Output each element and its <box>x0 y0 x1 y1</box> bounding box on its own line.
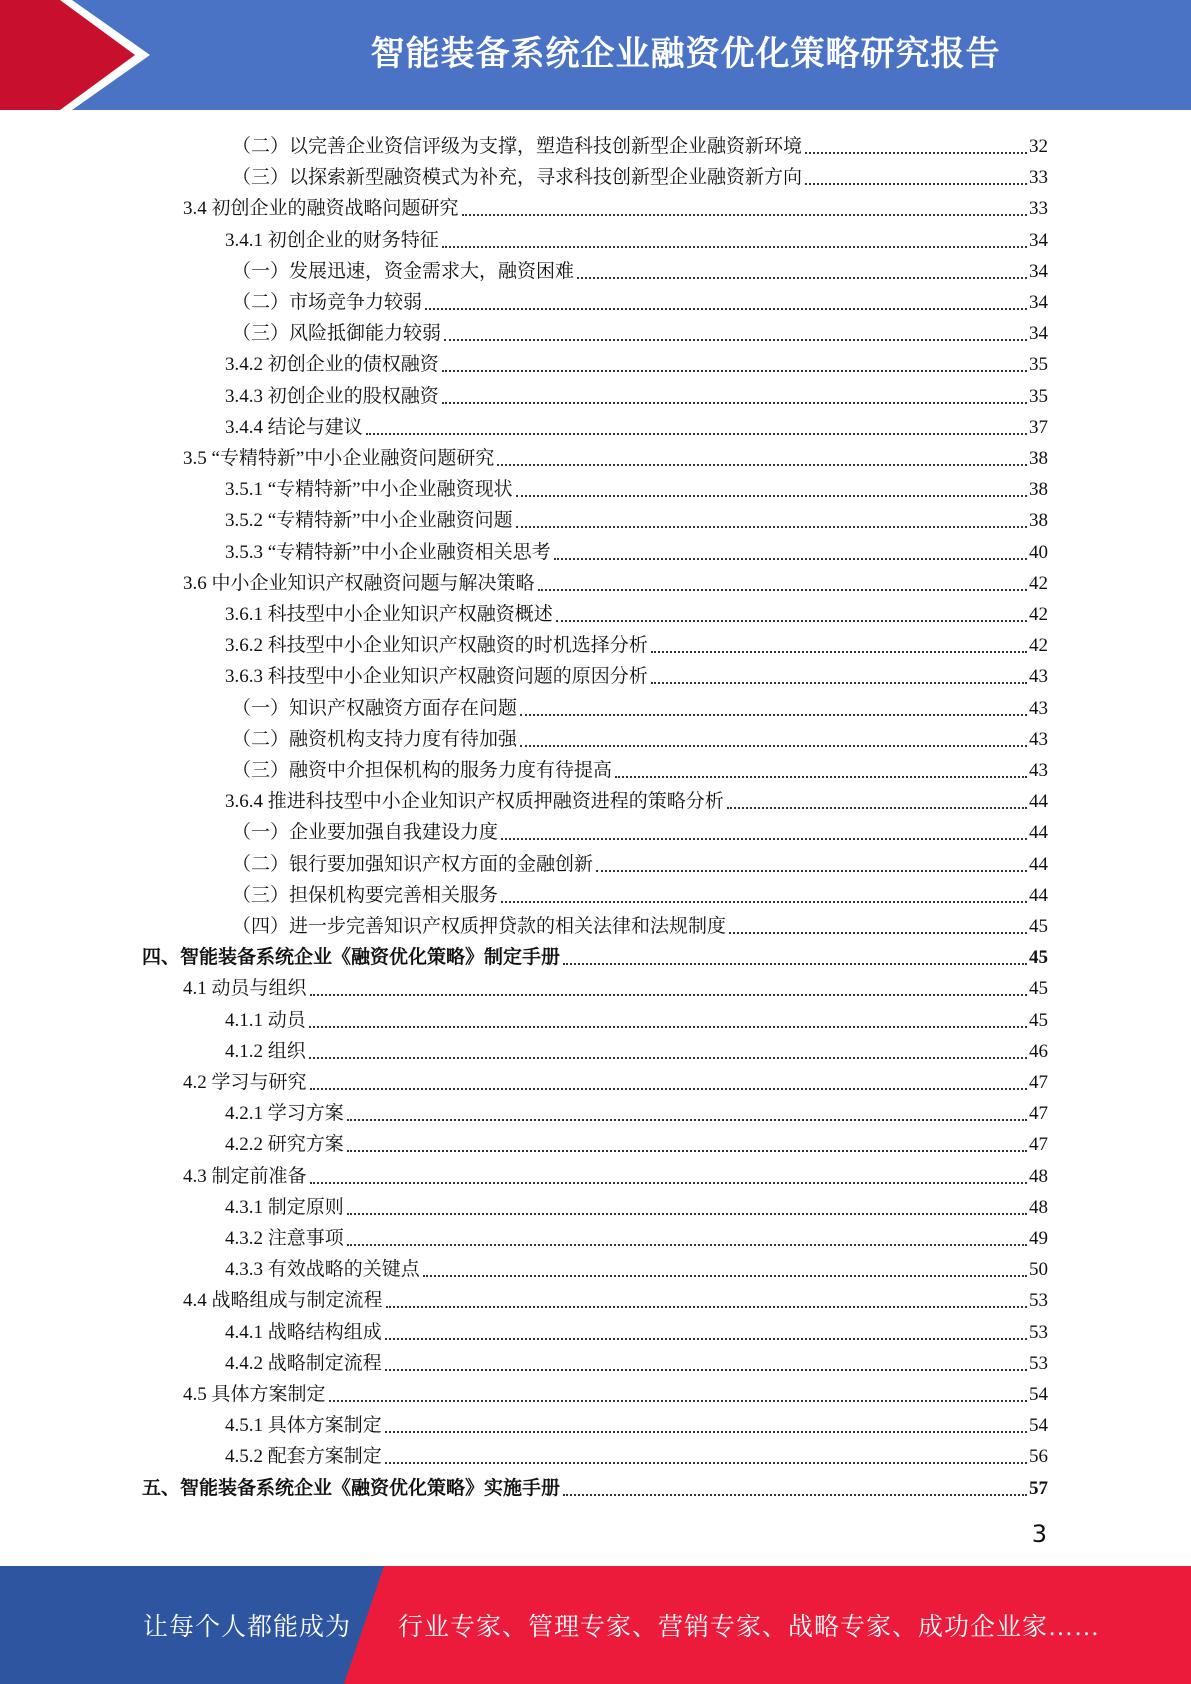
toc-entry-label: 3.5.3 “专精特新”中小企业融资相关思考 <box>225 541 551 563</box>
toc-entry-page: 42 <box>1029 635 1048 657</box>
toc-entry-page: 42 <box>1029 604 1048 625</box>
toc-entry[interactable] <box>232 877 1048 908</box>
toc-entry-page: 40 <box>1029 541 1048 563</box>
toc-leader-dots <box>462 214 1027 216</box>
toc-entry[interactable] <box>225 1407 1048 1438</box>
toc-entry-label: 4.4 战略组成与制定流程 <box>183 1290 383 1312</box>
toc-entry-label: 4.3 制定前准备 <box>183 1165 307 1187</box>
toc-entry[interactable] <box>225 502 1048 533</box>
toc-entry-page: 43 <box>1029 697 1048 719</box>
toc-entry[interactable] <box>232 159 1048 190</box>
toc-leader-dots <box>651 651 1027 653</box>
toc-entry-label: 3.6.1 科技型中小企业知识产权融资概述 <box>225 604 553 625</box>
toc-leader-dots <box>501 901 1027 903</box>
toc-leader-dots <box>596 870 1027 872</box>
toc-entry-page: 47 <box>1029 1134 1048 1156</box>
toc-entry[interactable] <box>225 1251 1048 1282</box>
toc-entry-page: 47 <box>1029 1103 1048 1125</box>
toc-entry-label: 四、智能装备系统企业《融资优化策略》制定手册 <box>142 947 561 969</box>
toc-entry-label: 4.5.2 配套方案制定 <box>225 1446 382 1468</box>
toc-entry-label: 4.2.1 学习方案 <box>225 1103 344 1125</box>
toc-entry-page: 48 <box>1029 1165 1048 1187</box>
toc-entry-label: 4.4.2 战略制定流程 <box>225 1352 382 1374</box>
toc-entry[interactable] <box>225 1438 1048 1469</box>
toc-entry[interactable] <box>232 846 1048 877</box>
toc-entry[interactable] <box>183 1064 1048 1095</box>
toc-entry-page: 53 <box>1029 1352 1048 1374</box>
footer-slogan-left: 让每个人都能成为 <box>143 1614 352 1641</box>
toc-entry-page: 34 <box>1029 292 1048 313</box>
toc-entry-label: （三）担保机构要完善相关服务 <box>232 884 499 906</box>
toc-entry-page: 57 <box>1029 1477 1048 1499</box>
toc-entry-label: （二）银行要加强知识产权方面的金融创新 <box>232 853 594 875</box>
toc-entry-page: 56 <box>1029 1446 1048 1468</box>
toc-entry-page: 38 <box>1029 479 1048 501</box>
toc-leader-dots <box>442 246 1027 248</box>
toc-entry-page: 54 <box>1029 1415 1048 1437</box>
toc-entry-label: 五、智能装备系统企业《融资优化策略》实施手册 <box>142 1477 561 1499</box>
toc-entry-page: 50 <box>1029 1259 1048 1281</box>
toc-entry-label: 3.4.3 初创企业的股权融资 <box>225 385 439 407</box>
toc-entry[interactable] <box>232 908 1048 939</box>
toc-entry-label: 3.4.1 初创企业的财务特征 <box>225 229 439 251</box>
toc-entry[interactable] <box>225 378 1048 409</box>
toc-leader-dots <box>727 807 1027 809</box>
toc-entry-label: 4.1.2 组织 <box>225 1040 306 1062</box>
toc-entry-page: 38 <box>1029 510 1048 532</box>
toc-leader-dots <box>386 1306 1027 1308</box>
toc-entry[interactable] <box>225 596 1048 627</box>
toc-entry-label: 4.5.1 具体方案制定 <box>225 1415 382 1437</box>
toc-entry[interactable] <box>225 1095 1048 1126</box>
toc-entry[interactable] <box>232 253 1048 284</box>
toc-entry-label: 4.5 具体方案制定 <box>183 1384 326 1405</box>
toc-leader-dots <box>563 1494 1027 1496</box>
toc-leader-dots <box>423 1275 1027 1277</box>
toc-entry-label: 4.2 学习与研究 <box>183 1072 307 1093</box>
toc-entry-label: 4.1 动员与组织 <box>183 978 307 1000</box>
toc-entry-page: 44 <box>1029 791 1048 813</box>
toc-entry-label: 3.4 初创企业的融资战略问题研究 <box>183 198 459 220</box>
toc-leader-dots <box>554 558 1027 560</box>
toc-entry[interactable] <box>183 565 1048 596</box>
toc-entry-label: （一）企业要加强自我建设力度 <box>232 822 499 844</box>
toc-entry-page: 38 <box>1029 448 1048 469</box>
toc-leader-dots <box>442 402 1027 404</box>
toc-leader-dots <box>347 1244 1027 1246</box>
toc-entry-page: 54 <box>1029 1384 1048 1405</box>
toc-leader-dots <box>651 682 1027 684</box>
toc-entry[interactable] <box>232 284 1048 315</box>
toc-leader-dots <box>805 183 1027 185</box>
toc-leader-dots <box>497 464 1027 466</box>
toc-leader-dots <box>329 1400 1027 1402</box>
toc-entry-label: 3.4.4 结论与建议 <box>225 416 363 438</box>
toc-entry-page: 37 <box>1029 416 1048 438</box>
toc-leader-dots <box>501 838 1027 840</box>
toc-entry-label: 3.6 中小企业知识产权融资问题与解决策略 <box>183 572 535 594</box>
toc-leader-dots <box>347 1150 1027 1152</box>
toc-entry[interactable] <box>232 128 1048 159</box>
toc-leader-dots <box>385 1369 1027 1371</box>
page-header <box>0 0 1191 110</box>
toc-entry-label: （二）以完善企业资信评级为支撑，塑造科技创新型企业融资新环境 <box>232 136 803 157</box>
toc-leader-dots <box>309 1026 1027 1028</box>
toc-entry-page: 35 <box>1029 385 1048 407</box>
toc-entry-page: 45 <box>1029 1009 1048 1031</box>
toc-leader-dots <box>516 526 1027 528</box>
toc-entry[interactable] <box>225 471 1048 502</box>
toc-entry-label: 4.3.3 有效战略的关键点 <box>225 1259 420 1281</box>
toc-entry-page: 44 <box>1029 853 1048 875</box>
toc-entry-page: 46 <box>1029 1040 1048 1062</box>
page-footer <box>0 1566 1191 1684</box>
toc-leader-dots <box>563 963 1027 965</box>
toc-entry-label: 3.6.4 推进科技型中小企业知识产权质押融资进程的策略分析 <box>225 791 724 813</box>
toc-entry[interactable] <box>225 658 1048 689</box>
toc-entry[interactable] <box>232 690 1048 721</box>
toc-entry-page: 33 <box>1029 167 1048 189</box>
footer-slogan-right: 行业专家、管理专家、营销专家、战略专家、成功企业家…… <box>398 1614 1101 1641</box>
toc-leader-dots <box>425 308 1027 310</box>
toc-entry-page: 32 <box>1029 136 1048 157</box>
toc-entry-page: 45 <box>1029 916 1048 937</box>
toc-entry[interactable] <box>225 1033 1048 1064</box>
toc-leader-dots <box>310 1088 1027 1090</box>
toc-entry-page: 53 <box>1029 1321 1048 1343</box>
toc-leader-dots <box>577 277 1027 279</box>
toc-leader-dots <box>385 1338 1027 1340</box>
toc-entry[interactable] <box>142 939 1048 970</box>
toc-leader-dots <box>442 370 1027 372</box>
toc-leader-dots <box>366 433 1027 435</box>
toc-entry[interactable] <box>225 1220 1048 1251</box>
toc-entry-page: 49 <box>1029 1228 1048 1249</box>
toc-entry[interactable] <box>225 1002 1048 1033</box>
toc-entry-label: （四）进一步完善知识产权质押贷款的相关法律和法规制度 <box>232 916 727 937</box>
toc-entry-label: （二）市场竞争力较弱 <box>232 292 423 313</box>
toc-entry[interactable] <box>225 346 1048 377</box>
toc-entry-page: 33 <box>1029 198 1048 220</box>
toc-leader-dots <box>520 745 1027 747</box>
toc-entry[interactable] <box>183 970 1048 1001</box>
toc-entry-page: 53 <box>1029 1290 1048 1312</box>
toc-entry-page: 34 <box>1029 229 1048 251</box>
toc-leader-dots <box>805 152 1027 154</box>
toc-leader-dots <box>385 1431 1027 1433</box>
toc-entry-page: 44 <box>1029 822 1048 844</box>
toc-leader-dots <box>538 589 1027 591</box>
toc-entry-label: 3.5.2 “专精特新”中小企业融资问题 <box>225 510 513 532</box>
toc-entry-label: 4.1.1 动员 <box>225 1009 306 1031</box>
toc-entry[interactable] <box>225 1126 1048 1157</box>
toc-entry-page: 34 <box>1029 260 1048 282</box>
toc-leader-dots <box>516 495 1027 497</box>
toc-entry[interactable] <box>225 1189 1048 1220</box>
toc-entry[interactable] <box>225 409 1048 440</box>
toc-entry-label: （二）融资机构支持力度有待加强 <box>232 728 518 750</box>
toc-leader-dots <box>444 339 1027 341</box>
toc-entry-label: 3.4.2 初创企业的债权融资 <box>225 354 439 376</box>
toc-entry-label: 4.4.1 战略结构组成 <box>225 1321 382 1343</box>
toc-entry[interactable] <box>232 752 1048 783</box>
toc-entry[interactable] <box>183 1282 1048 1313</box>
toc-entry[interactable] <box>225 534 1048 565</box>
toc-entry-page: 43 <box>1029 728 1048 750</box>
toc-entry[interactable] <box>183 1376 1048 1407</box>
toc-leader-dots <box>520 714 1027 716</box>
toc-entry-page: 42 <box>1029 572 1048 594</box>
toc-leader-dots <box>556 620 1027 622</box>
toc-entry-label: （一）知识产权融资方面存在问题 <box>232 697 518 719</box>
toc-leader-dots <box>347 1213 1027 1215</box>
toc-entry-label: （一）发展迅速，资金需求大，融资困难 <box>232 260 575 282</box>
toc-leader-dots <box>385 1462 1027 1464</box>
toc-entry[interactable] <box>225 627 1048 658</box>
report-title: 智能装备系统企业融资优化策略研究报告 <box>370 33 1001 74</box>
toc-entry-page: 44 <box>1029 884 1048 906</box>
toc-entry[interactable] <box>183 1158 1048 1189</box>
toc-entry[interactable] <box>183 440 1048 471</box>
toc-leader-dots <box>310 1182 1027 1184</box>
toc-entry-label: 3.5.1 “专精特新”中小企业融资现状 <box>225 479 513 501</box>
toc-entry-label: 3.6.3 科技型中小企业知识产权融资问题的原因分析 <box>225 666 648 688</box>
toc-leader-dots <box>615 776 1027 778</box>
toc-leader-dots <box>729 932 1027 934</box>
toc-entry[interactable] <box>142 1470 1048 1501</box>
toc-entry[interactable] <box>232 814 1048 845</box>
toc-entry[interactable] <box>225 1314 1048 1345</box>
toc-entry-page: 48 <box>1029 1196 1048 1218</box>
toc-entry[interactable] <box>225 222 1048 253</box>
page-number: 3 <box>1031 1520 1047 1548</box>
toc-leader-dots <box>309 1057 1027 1059</box>
toc-entry-label: （三）融资中介担保机构的服务力度有待提高 <box>232 760 613 781</box>
toc-entry-label: 3.5 “专精特新”中小企业融资问题研究 <box>183 448 495 469</box>
toc-entry-label: （三）以探索新型融资模式为补充，寻求科技创新型企业融资新方向 <box>232 167 803 189</box>
toc-entry-label: 4.3.2 注意事项 <box>225 1228 344 1249</box>
toc-entry[interactable] <box>232 315 1048 346</box>
toc-entry-page: 47 <box>1029 1072 1048 1093</box>
toc-entry[interactable] <box>225 783 1048 814</box>
toc-entry[interactable] <box>183 190 1048 221</box>
toc-entry-label: （三）风险抵御能力较弱 <box>232 323 442 345</box>
toc-entry-page: 45 <box>1029 978 1048 1000</box>
toc-leader-dots <box>310 994 1027 996</box>
toc-entry-page: 43 <box>1029 666 1048 688</box>
toc-entry-label: 3.6.2 科技型中小企业知识产权融资的时机选择分析 <box>225 635 648 657</box>
toc-entry-label: 4.2.2 研究方案 <box>225 1134 344 1156</box>
header-decoration <box>0 0 160 110</box>
toc-entry[interactable] <box>225 1345 1048 1376</box>
toc-entry-label: 4.3.1 制定原则 <box>225 1196 344 1218</box>
toc-entry-page: 43 <box>1029 760 1048 781</box>
toc-entry-page: 45 <box>1029 947 1048 969</box>
toc-entry-page: 34 <box>1029 323 1048 345</box>
toc-entry[interactable] <box>232 721 1048 752</box>
toc-entry-page: 35 <box>1029 354 1048 376</box>
toc-leader-dots <box>347 1119 1027 1121</box>
